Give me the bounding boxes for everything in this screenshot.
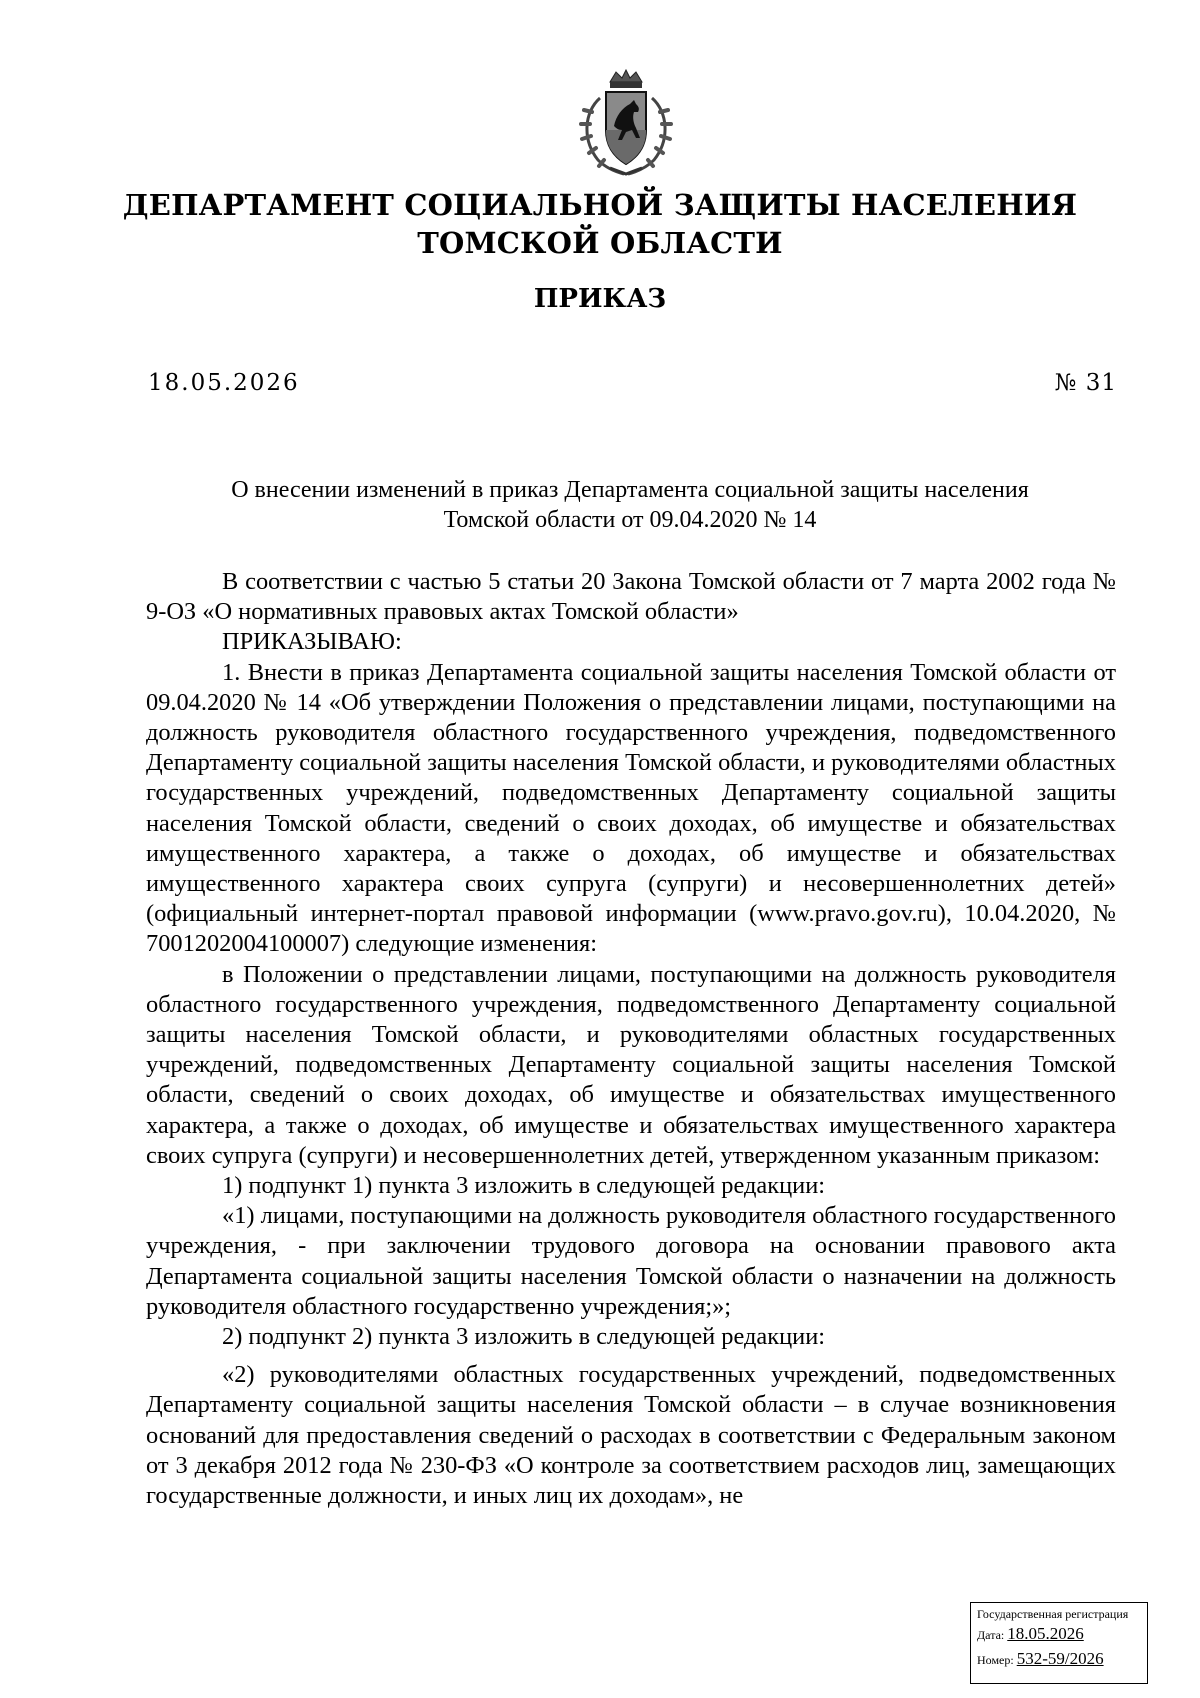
stamp-title: Государственная регистрация: [977, 1607, 1129, 1621]
stamp-date-value: 18.05.2026: [1007, 1624, 1084, 1643]
stamp-date-row: [977, 1622, 1141, 1647]
paragraph-subitem-2: 2) подпункт 2) пункта 3 изложить в следующей редакции:: [222, 1323, 826, 1351]
document-title-line1: О внесении изменений в приказ Департамента социальной защиты населения: [231, 477, 1029, 503]
registration-stamp: [970, 1602, 1148, 1684]
document-body: [146, 567, 1116, 1511]
paragraph-subitem-2-text: «2) руководителями областных государственных учреждений, подведомственных Департаменту социальной защиты населения Томской области – в случае возникновения оснований для предоставления сведений о расходах в соответствии с Федеральным законом от 3 декабря 2012 года № 230-ФЗ «О контроле за соответствием расходов лиц, замещающих государственные должности, и иных лиц их доходам», не: [146, 1361, 1116, 1510]
paragraph-order: ПРИКАЗЫВАЮ:: [222, 628, 402, 656]
organization-name: [0, 186, 1200, 262]
paragraph-subitem-1-text: «1) лицами, поступающими на должность руководителя областного государственного учреждения, - при заключении трудового договора на основании правового акта Департамента социальной защиты населения Томской области о назначении на должность руководителя областного государственно учреждения;»;: [146, 1202, 1116, 1320]
stamp-date-label: Дата:: [977, 1628, 1005, 1642]
tomsk-oblast-coat-of-arms-icon: [570, 68, 682, 180]
paragraph-item-1: 1. Внести в приказ Департамента социальной защиты населения Томской области от 09.04.2020 № 14 «Об утверждении Положения о представлении лицами, поступающими на должность руководителя областного государственного учреждения, подведомственного Департаменту социальной защиты населения Томской области, и руководителями областных государственных учреждений, подведомственных Департаменту социальной защиты населения Томской области, сведений о своих доходах, об имуществе и обязательствах имущественного характера, а также о доходах, об имуществе и обязательствах имущественного характера своих супруга (супруги) и несовершеннолетних детей» (официальный интернет-портал правовой информации (www.pravo.gov.ru), 10.04.2020, № 7001202004100007) следующие изменения:: [146, 658, 1116, 958]
document-type: ПРИКАЗ: [533, 284, 667, 314]
document-date: 18.05.2026: [148, 370, 300, 396]
paragraph-regulation: в Положении о представлении лицами, поступающими на должность руководителя областного государственного учреждения, подведомственного Департаменту социальной защиты населения Томской области, и руководителями областных государственных учреждений, подведомственных Департаменту социальной защиты населения Томской области, сведений о своих доходах, об имуществе и обязательствах имущественного характера, а также о доходах, об имуществе и обязательствах имущественного характера своих супруга (супруги) и несовершеннолетних детей, утвержденном указанным приказом:: [146, 960, 1116, 1169]
stamp-number-value: 532-59/2026: [1016, 1649, 1104, 1668]
paragraph-subitem-1: 1) подпункт 1) пункта 3 изложить в следующей редакции:: [222, 1172, 826, 1200]
document-title-line2: Томской области от 09.04.2020 № 14: [443, 507, 817, 533]
paragraph-legal-basis: В соответствии с частью 5 статьи 20 Закона Томской области от 7 марта 2002 года № 9-ОЗ «О нормативных правовых актах Томской области»: [146, 568, 1116, 626]
document-number: № 31: [1054, 370, 1117, 396]
organization-name-line2: ТОМСКОЙ ОБЛАСТИ: [417, 226, 783, 260]
organization-name-line1: ДЕПАРТАМЕНТ СОЦИАЛЬНОЙ ЗАЩИТЫ НАСЕЛЕНИЯ: [122, 188, 1078, 222]
stamp-number-label: Номер:: [977, 1653, 1014, 1667]
document-title: [150, 475, 1110, 535]
stamp-number-row: [977, 1647, 1141, 1672]
